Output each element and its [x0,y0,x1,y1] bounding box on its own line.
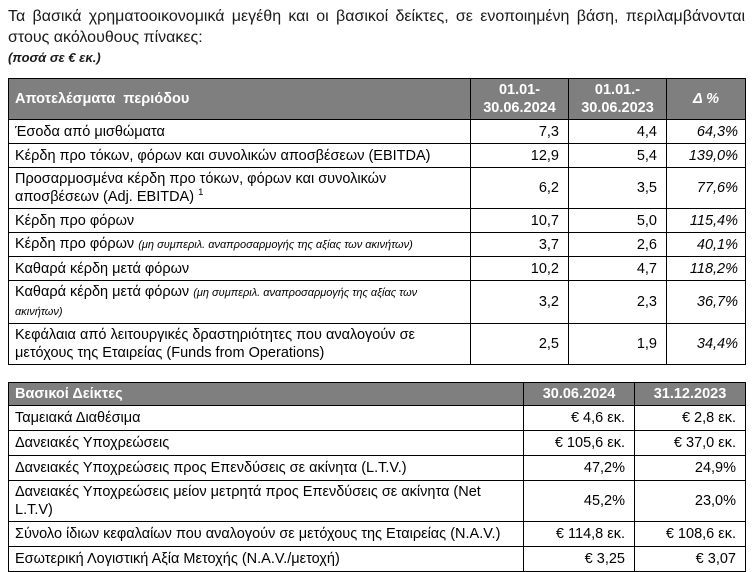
period-2023-line1: 01.01.- [594,82,641,98]
ratios-header-date-2024: 30.06.2024 [524,383,635,406]
row-label-cell [9,281,471,324]
row-label-cell: Εσωτερική Λογιστική Αξία Μετοχής (N.A.V./μετοχή) [9,547,524,572]
value-31-12-2023-cell: 23,0% [635,481,746,522]
row-label-text: Κέρδη προ φόρων [15,212,135,229]
results-table-row [9,209,746,233]
row-label-cell [9,144,471,168]
row-label-cell: Ταμειακά Διαθέσιμα [9,406,524,431]
results-table [8,78,746,365]
value-30-06-2024-cell: € 4,6 εκ. [524,406,635,431]
row-label-cell [9,209,471,233]
ratios-table-row [9,406,746,431]
results-header-row [9,79,746,120]
results-table-row [9,233,746,257]
period-2023-line2: 30.06.2023 [581,100,654,116]
row-label-cell: Δανειακές Υποχρεώσεις μείον μετρητά προς Επενδύσεις σε ακίνητα (Net L.T.V) [9,481,524,522]
row-label-note: (μη συμπεριλ. αναπροσαρμογής της αξίας των ακινήτων) [15,287,418,318]
results-table-row [9,257,746,281]
value-30-06-2024-cell: € 105,6 εκ. [524,431,635,456]
delta-cell: 36,7% [667,281,746,324]
ratios-table-row [9,522,746,547]
value-2024-cell: 3,7 [471,233,569,257]
delta-cell: 139,0% [667,144,746,168]
value-2024-cell: 10,2 [471,257,569,281]
row-label-text: Καθαρά κέρδη μετά φόρων [15,260,190,277]
row-label-note: (μη συμπεριλ. αναπροσαρμογής της αξίας των ακινήτων) [138,239,413,251]
value-30-06-2024-cell: 47,2% [524,456,635,481]
ratios-table-row [9,547,746,572]
delta-cell: 77,6% [667,168,746,209]
value-30-06-2024-cell: € 3,25 [524,547,635,572]
delta-cell: 118,2% [667,257,746,281]
value-2023-cell: 3,5 [569,168,667,209]
ratios-header-row [9,383,746,406]
results-table-row [9,144,746,168]
ratios-header-label: Βασικοί Δείκτες [9,383,524,406]
row-label-cell [9,120,471,144]
value-2024-cell: 12,9 [471,144,569,168]
row-label-cell [9,233,471,257]
ratios-table-row [9,481,746,522]
footnote-marker: 1 [198,187,204,199]
row-label-text: Προσαρμοσμένα κέρδη προ τόκων, φόρων και συνολικών αποσβέσεων (Adj. EBITDA) [15,171,387,205]
period-2024-line2: 30.06.2024 [483,100,556,116]
ratios-table-row [9,431,746,456]
row-label-text: Καθαρά κέρδη μετά φόρων [15,284,190,300]
delta-cell: 64,3% [667,120,746,144]
results-header-period-2024 [471,79,569,120]
results-header-label: Αποτελέσματα περιόδου [9,79,471,120]
row-label-cell: Δανειακές Υποχρεώσεις προς Επενδύσεις σε ακίνητα (L.T.V.) [9,456,524,481]
value-30-06-2024-cell: 45,2% [524,481,635,522]
value-31-12-2023-cell: € 3,07 [635,547,746,572]
value-2024-cell: 6,2 [471,168,569,209]
row-label-text: Κέρδη προ τόκων, φόρων και συνολικών αποσβέσεων (EBITDA) [15,147,431,164]
value-31-12-2023-cell: € 37,0 εκ. [635,431,746,456]
ratios-table [8,382,746,572]
value-2023-cell: 5,4 [569,144,667,168]
results-table-row [9,281,746,324]
value-31-12-2023-cell: € 2,8 εκ. [635,406,746,431]
row-label-cell [9,257,471,281]
results-table-row [9,324,746,365]
value-2023-cell: 4,7 [569,257,667,281]
row-label-cell [9,168,471,209]
row-label-cell: Δανειακές Υποχρεώσεις [9,431,524,456]
delta-cell: 115,4% [667,209,746,233]
value-30-06-2024-cell: € 114,8 εκ. [524,522,635,547]
ratios-header-date-2023: 31.12.2023 [635,383,746,406]
row-label-text: Κέρδη προ φόρων [15,236,135,252]
value-2024-cell: 2,5 [471,324,569,365]
value-2023-cell: 5,0 [569,209,667,233]
period-2024-line1: 01.01- [498,82,541,98]
value-2024-cell: 10,7 [471,209,569,233]
row-label-text: Έσοδα από μισθώματα [15,123,165,140]
results-table-row [9,168,746,209]
value-31-12-2023-cell: 24,9% [635,456,746,481]
value-2023-cell: 2,3 [569,281,667,324]
value-2023-cell: 2,6 [569,233,667,257]
value-31-12-2023-cell: € 108,6 εκ. [635,522,746,547]
row-label-cell [9,324,471,365]
results-table-row [9,120,746,144]
row-label-text: Κεφάλαια από λειτουργικές δραστηριότητες που αναλογούν σε μετόχους της Εταιρείας (Funds from Operations) [15,327,415,361]
units-note: (ποσά σε € εκ.) [8,50,101,65]
results-header-delta: Δ % [667,79,746,120]
intro-paragraph: Τα βασικά χρηματοοικονομικά μεγέθη και οι βασικοί δείκτες, σε ενοποιημένη βάση, περιλαμβάνονται στους ακόλουθους πίνακες: [8,8,745,46]
value-2024-cell: 7,3 [471,120,569,144]
results-header-period-2023 [569,79,667,120]
ratios-table-row [9,456,746,481]
row-label-cell: Σύνολο ίδιων κεφαλαίων που αναλογούν σε μετόχους της Εταιρείας (N.A.V.) [9,522,524,547]
value-2023-cell: 1,9 [569,324,667,365]
value-2023-cell: 4,4 [569,120,667,144]
delta-cell: 40,1% [667,233,746,257]
value-2024-cell: 3,2 [471,281,569,324]
delta-cell: 34,4% [667,324,746,365]
